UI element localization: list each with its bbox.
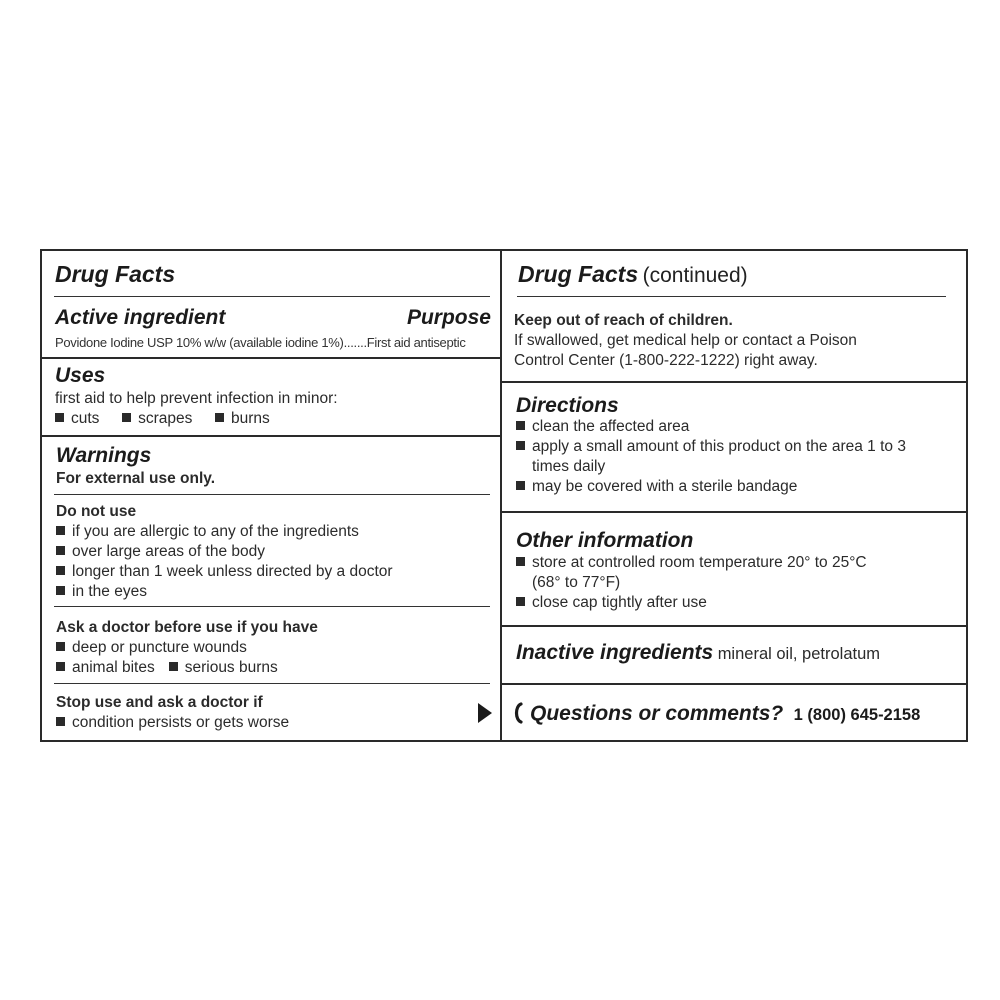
right-column	[502, 251, 966, 740]
drug-facts-title: Drug Facts	[55, 261, 176, 287]
bullet-icon	[516, 597, 525, 606]
bullet-icon	[56, 546, 65, 555]
divider	[54, 494, 490, 495]
bullet-icon	[169, 662, 178, 671]
uses-heading: Uses	[55, 364, 106, 387]
uses-intro: first aid to help prevent infection in minor:	[55, 390, 338, 407]
text-line: If swallowed, get medical help or contact a Poison	[514, 332, 857, 349]
phone-icon	[512, 702, 524, 724]
list-item-text: apply a small amount of this product on the area 1 to 3	[532, 438, 906, 455]
section-divider	[502, 683, 966, 685]
bullet-icon	[56, 586, 65, 595]
list-item	[56, 522, 393, 542]
list-item: burns	[230, 410, 270, 427]
inactive-ingredients-heading: Inactive ingredients	[516, 641, 714, 664]
list-item	[516, 417, 906, 437]
list-item-text: may be covered with a sterile bandage	[532, 478, 798, 495]
section-divider	[42, 357, 500, 359]
continue-arrow-icon	[478, 703, 492, 723]
bullet-icon	[56, 662, 65, 671]
do-not-use-heading: Do not use	[56, 503, 137, 520]
list-item-text: in the eyes	[72, 583, 147, 600]
continued-label: (continued)	[642, 264, 748, 287]
bullet-icon	[516, 441, 525, 450]
list-item-text: longer than 1 week unless directed by a doctor	[72, 563, 393, 580]
list-item: cuts	[71, 410, 100, 427]
bullet-icon	[56, 526, 65, 535]
bullet-icon	[516, 557, 525, 566]
uses-list	[55, 409, 270, 429]
section-divider	[502, 511, 966, 513]
list-item-text: deep or puncture wounds	[72, 639, 247, 656]
left-column	[42, 251, 502, 740]
list-item-text: serious burns	[184, 659, 278, 676]
list-item-continuation: times daily	[532, 458, 606, 475]
bullet-icon	[56, 642, 65, 651]
list-item	[516, 553, 867, 573]
bullet-icon	[55, 413, 64, 422]
list-item-text: if you are allergic to any of the ingredients	[72, 523, 359, 540]
divider	[54, 606, 490, 607]
drug-facts-title: Drug Facts	[518, 261, 639, 287]
stop-use-heading: Stop use and ask a doctor if	[56, 694, 263, 711]
bullet-icon	[56, 566, 65, 575]
other-information-list	[516, 553, 867, 613]
section-divider	[42, 435, 500, 437]
list-item-text: over large areas of the body	[72, 543, 266, 560]
directions-heading: Directions	[516, 394, 619, 417]
do-not-use-list	[56, 522, 393, 602]
list-item-text: clean the affected area	[532, 418, 690, 435]
questions-heading: Questions or comments?	[530, 702, 784, 725]
other-information-heading: Other information	[516, 529, 694, 552]
list-item-text: close cap tightly after use	[532, 594, 707, 611]
inactive-ingredients-value: mineral oil, petrolatum	[717, 645, 881, 663]
list-item-continuation: (68° to 77°F)	[532, 574, 621, 591]
divider	[517, 296, 946, 297]
questions-row	[512, 702, 920, 726]
purpose-heading: Purpose	[406, 306, 491, 329]
text-line: Control Center (1-800-222-1222) right away.	[514, 352, 818, 369]
list-item	[516, 437, 906, 457]
bullet-icon	[122, 413, 131, 422]
list-item	[516, 477, 906, 497]
inactive-ingredients-row	[516, 641, 880, 665]
list-item	[56, 562, 393, 582]
divider	[54, 683, 490, 684]
warnings-heading: Warnings	[56, 444, 152, 467]
section-divider	[502, 381, 966, 383]
bullet-icon	[516, 481, 525, 490]
active-ingredient-heading: Active ingredient	[55, 306, 226, 329]
drug-facts-label	[40, 249, 968, 742]
drug-facts-continued-title	[518, 261, 748, 288]
swallowed-text	[514, 331, 857, 371]
list-item-text: animal bites	[72, 659, 155, 676]
external-use-text: For external use only.	[56, 470, 216, 487]
directions-list	[516, 417, 906, 497]
list-item	[56, 638, 278, 658]
section-divider	[502, 625, 966, 627]
bullet-icon	[56, 717, 65, 726]
list-item	[56, 658, 278, 678]
active-ingredient-line: Povidone Iodine USP 10% w/w (available iodine 1%).......First aid antiseptic	[55, 335, 466, 350]
ask-doctor-heading: Ask a doctor before use if you have	[56, 619, 318, 636]
list-item	[56, 582, 393, 602]
bullet-icon	[516, 421, 525, 430]
keep-out-text: Keep out of reach of children.	[514, 312, 733, 329]
list-item: scrapes	[138, 410, 193, 427]
list-item	[56, 713, 289, 733]
bullet-icon	[215, 413, 224, 422]
list-item	[56, 542, 393, 562]
list-item-text: store at controlled room temperature 20° to 25°C	[532, 554, 867, 571]
phone-number: 1 (800) 645-2158	[793, 706, 921, 724]
ask-doctor-list	[56, 638, 278, 678]
list-item-text: condition persists or gets worse	[72, 714, 290, 731]
divider	[54, 296, 490, 297]
list-item	[516, 593, 867, 613]
